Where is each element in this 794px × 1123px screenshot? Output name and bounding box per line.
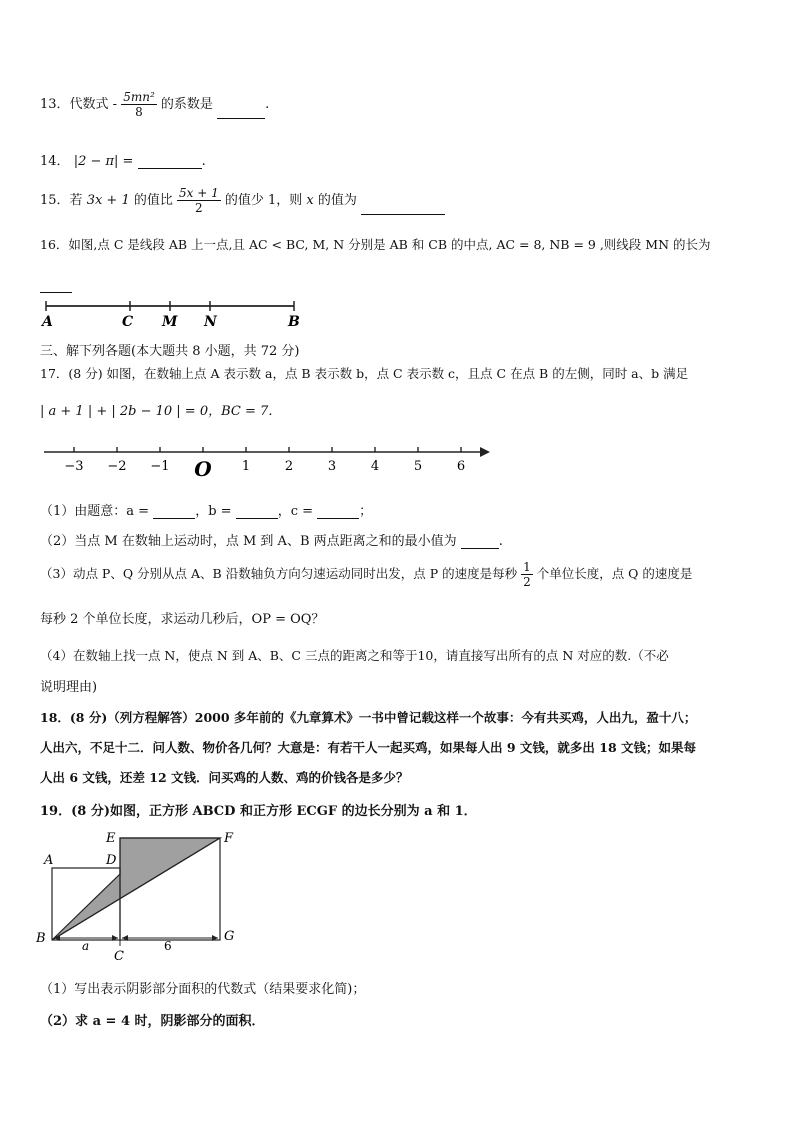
number-line-arrow-icon: [480, 447, 490, 457]
q17-p1-c: ，c =: [277, 504, 313, 519]
squares-figure: [34, 828, 254, 964]
q17-p3-c: 每秒 2 个单位长度，求运动几秒后，OP = OQ？: [40, 612, 325, 627]
q15-answer-blank[interactable]: [361, 214, 445, 215]
q18-line2: 人出六，不足十二．问人数、物价各几何？大意是：有若干人一起买鸡，如果每人出 9 文钱，就多出 18 文钱；如果每: [40, 740, 697, 755]
question-13: 13．代数式 - $\frac{\text{5mn²}}{8}$ 的系数是 .: [40, 90, 270, 119]
q17-p1-d: ；: [359, 504, 373, 519]
axis-tick-label: 5: [413, 459, 423, 474]
q19-part1: （1）写出表示阴影部分面积的代数式（结果要求化简)；: [40, 982, 366, 997]
axis-tick-label: −3: [64, 459, 84, 474]
axis-tick-label: 4: [370, 459, 380, 474]
q17-p4-b: 说明理由): [40, 680, 98, 695]
q15-expr1: 3x + 1: [86, 193, 130, 208]
q13-denominator: 8: [135, 105, 143, 119]
label-N: N: [204, 314, 217, 330]
q17-part1: [40, 500, 372, 519]
label-G: G: [224, 929, 235, 944]
q17-p2-blank[interactable]: [461, 548, 499, 549]
q17-part2: [40, 530, 503, 549]
q16-answer-blank[interactable]: [40, 292, 72, 293]
q13-answer-blank[interactable]: [217, 118, 265, 119]
q15-mid: 的值比: [129, 193, 177, 208]
axis-tick-label: −1: [150, 459, 170, 474]
axis-tick-label: O: [194, 457, 212, 481]
label-dim-a: a: [82, 939, 90, 953]
q17-line2: | a + 1 | + | 2b − 10 | = 0，BC = 7．: [40, 404, 282, 419]
axis-tick-label: −2: [107, 459, 127, 474]
q15-tail2: 的值为: [313, 193, 357, 208]
axis-tick-label: 1: [241, 459, 251, 474]
q15-fraction: [177, 186, 221, 215]
q17-p3-num: 1: [523, 560, 531, 574]
q14-answer-blank[interactable]: [138, 168, 202, 169]
q17-p2-text: （2）当点 M 在数轴上运动时，点 M 到 A、B 两点距离之和的最小值为: [40, 534, 457, 549]
q13-prefix: 13．代数式 -: [40, 97, 118, 112]
q14-prefix: 14．: [40, 154, 70, 169]
q15-prefix: 15．若: [40, 193, 87, 208]
q15-denominator: 2: [195, 201, 203, 215]
q17-p4-a: （4）在数轴上找一点 N，使点 N 到 A、B、C 三点的距离之和等于10，请直接写出所有的点 N 对应的数.（不必: [40, 648, 669, 663]
q19-line1: 19．(8 分)如图，正方形 ABCD 和正方形 ECGF 的边长分别为 a 和 1．: [40, 804, 477, 819]
label-M: M: [162, 314, 178, 330]
q17-p3-a: （3）动点 P、Q 分别从点 A、B 沿数轴负方向匀速运动同时出发，点 P 的速度是每秒: [40, 566, 518, 581]
q17-p1-b: ，b =: [195, 504, 232, 519]
q16-answer-blank-row: [40, 278, 72, 293]
label-E: E: [106, 831, 116, 846]
q17-p2-end: .: [498, 534, 503, 549]
label-F: F: [224, 831, 234, 846]
q16-text: 16．如图,点 C 是线段 AB 上一点,且 AC < BC, M, N 分别是 AB 和 CB 的中点, AC = 8, NB = 9 ,则线段 MN 的长为: [40, 237, 711, 252]
q17-blank-a[interactable]: [153, 518, 195, 519]
label-D: D: [106, 853, 117, 868]
q17-p3-den: 2: [523, 575, 531, 589]
label-dim-6: 6: [164, 939, 172, 953]
q13-fraction: [121, 90, 157, 119]
q14-expression: |2 − π| =: [73, 154, 134, 169]
axis-tick-label: 6: [456, 459, 466, 474]
question-16: [40, 235, 711, 253]
section-3-heading: 三、解下列各题(本大题共 8 小题，共 72 分): [40, 344, 300, 359]
question-14: [40, 150, 206, 169]
q18-line3: 人出 6 文钱，还差 12 文钱．问买鸡的人数、鸡的价钱各是多少？: [40, 770, 409, 785]
q17-line1: 17．(8 分) 如图，在数轴上点 A 表示数 a，点 B 表示数 b，点 C 表示数 c，且点 C 在点 B 的左侧，同时 a、b 满足: [40, 366, 689, 381]
number-line: [38, 440, 498, 482]
axis-tick-label: 2: [284, 459, 294, 474]
q19-part2: （2）求 a = 4 时，阴影部分的面积．: [40, 1014, 265, 1029]
label-A: A: [42, 314, 53, 330]
label-A: A: [44, 853, 54, 868]
axis-tick-label: 3: [327, 459, 337, 474]
q15-var: x: [306, 193, 314, 208]
question-15: [40, 186, 445, 215]
q13-suffix: 的系数是: [160, 97, 213, 112]
label-B: B: [36, 931, 46, 946]
q17-p3-fraction: [521, 560, 533, 589]
q17-blank-c[interactable]: [317, 518, 359, 519]
q17-p3-b: 个单位长度，点 Q 的速度是: [536, 566, 693, 581]
label-C: C: [122, 314, 134, 330]
q15-numerator: 5x + 1: [178, 186, 219, 200]
q17-part3: [40, 560, 692, 589]
q17-blank-b[interactable]: [236, 518, 278, 519]
q14-suffix: .: [201, 154, 206, 169]
label-B: B: [288, 314, 300, 330]
q13-numerator: 5mn²: [123, 90, 155, 104]
label-C: C: [114, 949, 124, 964]
q18-line1: 18．(8 分)（列方程解答）2000 多年前的《九章算术》一书中曾记载这样一个故事：今有共买鸡，人出九，盈十八；: [40, 710, 697, 725]
q17-p1-a: （1）由题意：a =: [40, 504, 150, 519]
q15-tail1: 的值少 1，则: [224, 193, 307, 208]
segment-figure: [38, 296, 308, 330]
